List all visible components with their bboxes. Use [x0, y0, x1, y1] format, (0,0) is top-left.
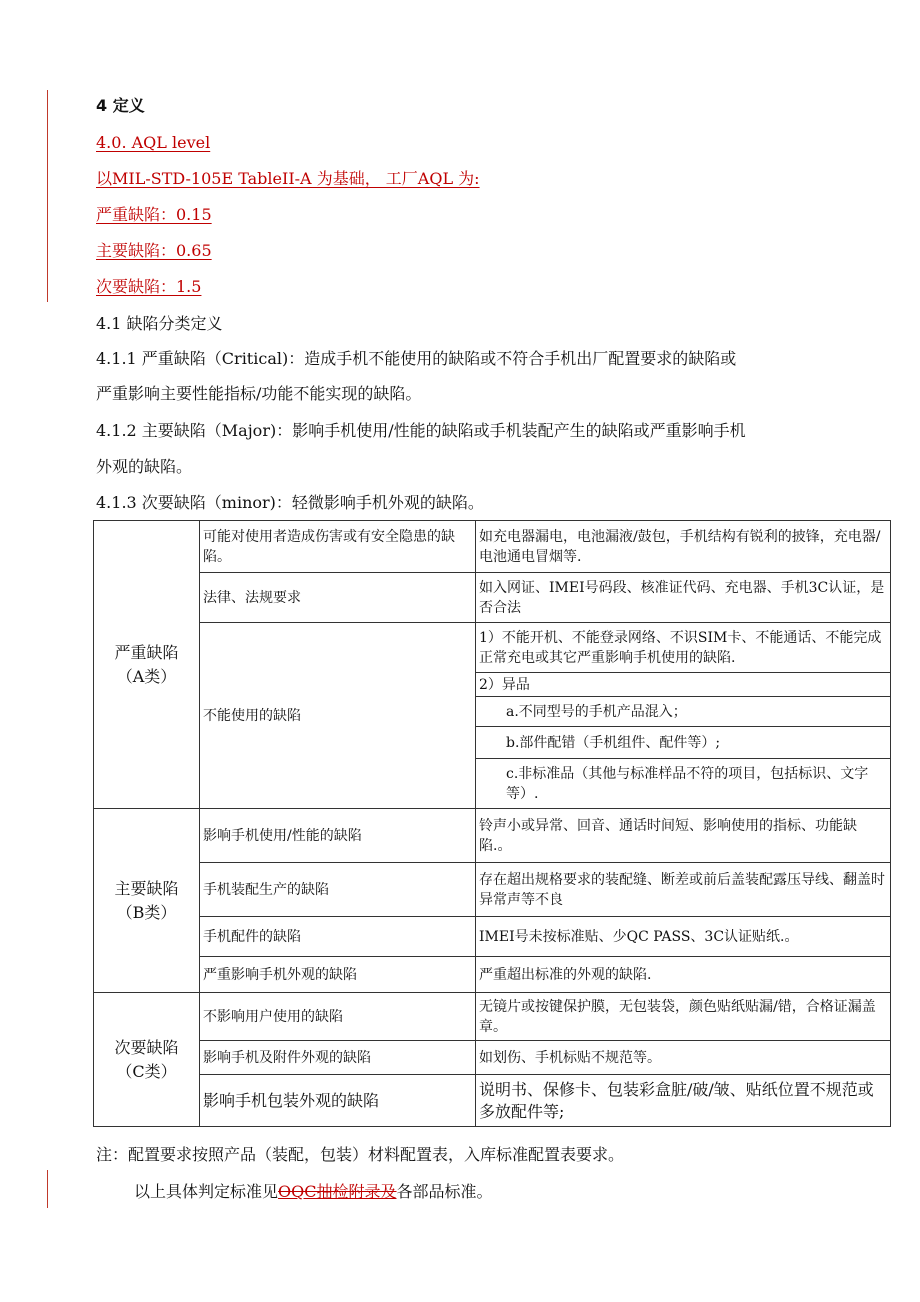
- table-row: [94, 573, 891, 623]
- table-cell: 铃声小或异常、回音、通话时间短、影响使用的指标、功能缺陷.。: [476, 809, 891, 863]
- table-cell: 无镜片或按键保护膜，无包装袋，颜色贴纸贴漏/错，合格证漏盖章。: [476, 993, 891, 1041]
- category-c-cell: [94, 993, 200, 1127]
- table-row: [94, 1041, 891, 1075]
- aql-critical: 严重缺陷：0.15: [96, 205, 212, 224]
- category-c-class: （C类）: [116, 1061, 177, 1081]
- table-row: [94, 1075, 891, 1127]
- aql-minor: 次要缺陷：1.5: [96, 277, 202, 296]
- table-cell: 严重超出标准的外观的缺陷.: [476, 957, 891, 993]
- defect-classification-table: [93, 520, 891, 1127]
- table-row: [94, 809, 891, 863]
- category-a-class: （A类）: [116, 666, 177, 686]
- major-definition-1: 4.1.2 主要缺陷（Major)：影响手机使用/性能的缺陷或手机装配产生的缺陷或严重影响手机: [96, 421, 746, 440]
- minor-definition: 4.1.3 次要缺陷（minor)：轻微影响手机外观的缺陷。: [96, 493, 484, 512]
- footer-deleted-text: OQC抽检附录及: [278, 1182, 397, 1201]
- table-cell: 法律、法规要求: [200, 573, 476, 623]
- major-definition-2: 外观的缺陷。: [96, 457, 193, 476]
- change-bar-top: [47, 90, 48, 302]
- category-a-cell: [94, 521, 200, 809]
- table-cell: 2）异品: [476, 673, 891, 697]
- table-row: [94, 863, 891, 917]
- aql-title: 4.0. AQL level: [96, 133, 211, 152]
- aql-intro: 以MIL-STD-105E TableII-A 为基础， 工厂AQL 为:: [96, 169, 480, 188]
- table-cell: b.部件配错（手机组件、配件等）;: [476, 727, 891, 759]
- table-cell: 如划伤、手机标贴不规范等。: [476, 1041, 891, 1075]
- table-row: [94, 917, 891, 957]
- table-cell: 影响手机及附件外观的缺陷: [200, 1041, 476, 1075]
- table-row: [94, 623, 891, 673]
- configuration-note: 注：配置要求按照产品（装配，包装）材料配置表，入库标准配置表要求。: [96, 1145, 625, 1164]
- category-a-label: 严重缺陷: [114, 642, 179, 662]
- category-b-cell: [94, 809, 200, 993]
- category-b-label: 主要缺陷: [114, 878, 179, 898]
- table-cell: 说明书、保修卡、包装彩盒脏/破/皱、贴纸位置不规范或多放配件等;: [476, 1075, 891, 1127]
- table-row: [94, 521, 891, 573]
- table-cell: 存在超出规格要求的装配缝、断差或前后盖装配露压导线、翻盖时异常声等不良: [476, 863, 891, 917]
- table-cell: 不能使用的缺陷: [200, 623, 476, 809]
- table-cell: 可能对使用者造成伤害或有安全隐患的缺陷。: [200, 521, 476, 573]
- category-b-class: （B类）: [116, 902, 177, 922]
- table-cell: a.不同型号的手机产品混入；: [476, 697, 891, 727]
- table-cell: 手机装配生产的缺陷: [200, 863, 476, 917]
- table-cell: 如入网证、IMEI号码段、核准证代码、充电器、手机3C认证，是否合法: [476, 573, 891, 623]
- classification-title: 4.1 缺陷分类定义: [96, 314, 223, 333]
- table-cell: IMEI号未按标准贴、少QC PASS、3C认证贴纸.。: [476, 917, 891, 957]
- critical-definition-2: 严重影响主要性能指标/功能不能实现的缺陷。: [96, 384, 422, 403]
- footer-suffix: 各部品标准。: [396, 1182, 493, 1201]
- table-cell: 手机配件的缺陷: [200, 917, 476, 957]
- table-cell: 1）不能开机、不能登录网络、不识SIM卡、不能通话、不能完成正常充电或其它严重影响手机使用的缺陷.: [476, 623, 891, 673]
- category-c-label: 次要缺陷: [114, 1037, 179, 1057]
- footer-prefix: 以上具体判定标准见: [134, 1182, 279, 1201]
- table-cell: 影响手机使用/性能的缺陷: [200, 809, 476, 863]
- change-bar-bottom: [47, 1170, 48, 1208]
- table-cell: c.非标准品（其他与标准样品不符的项目，包括标识、文字等）.: [476, 759, 891, 809]
- table-row: [94, 957, 891, 993]
- table-row: [94, 993, 891, 1041]
- section-heading: 4 定义: [96, 96, 145, 115]
- table-cell: 影响手机包装外观的缺陷: [200, 1075, 476, 1127]
- table-cell: 如充电器漏电，电池漏液/鼓包，手机结构有锐利的披锋，充电器/电池通电冒烟等.: [476, 521, 891, 573]
- table-cell: 不影响用户使用的缺陷: [200, 993, 476, 1041]
- footer-reference: [134, 1182, 493, 1202]
- aql-major: 主要缺陷：0.65: [96, 241, 212, 260]
- critical-definition-1: 4.1.1 严重缺陷（Critical)：造成手机不能使用的缺陷或不符合手机出厂配置要求的缺陷或: [96, 349, 737, 368]
- table-cell: 严重影响手机外观的缺陷: [200, 957, 476, 993]
